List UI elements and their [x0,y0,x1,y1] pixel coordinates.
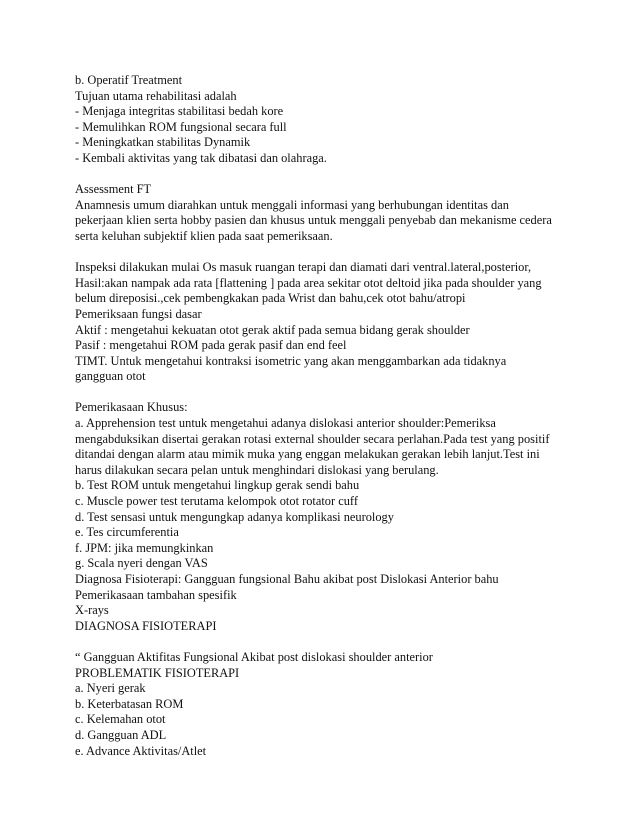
text-line: serta keluhan subjektif klien pada saat pemeriksaan. [75,228,333,243]
text-line: “ Gangguan Aktifitas Fungsional Akibat post dislokasi shoulder anterior [75,649,433,664]
text-line: Diagnosa Fisioterapi: Gangguan fungsional Bahu akibat post Dislokasi Anterior bahu [75,572,499,586]
section-heading: DIAGNOSA FISIOTERAPI [75,618,217,633]
text-line: a. Apprehension test untuk mengetahui adanya dislokasi anterior shoulder:Pemeriksa [75,416,496,431]
text-line: Anamnesis umum diarahkan untuk menggali informasi yang berhubungan identitas dan [75,197,509,212]
text-line: Pemerikasaan tambahan spesifik [75,587,237,602]
text-line: harus dilakukan secara pelan untuk menghindari dislokasi yang berulang. [75,462,439,477]
list-item: c. Kelemahan otot [75,712,166,727]
text-line: Pemeriksaan fungsi dasar [75,306,202,321]
list-item: e. Tes circumferentia [75,525,179,540]
text-line: Aktif : mengetahui kekuatan otot gerak aktif pada semua bidang gerak shoulder [75,322,470,337]
list-item: a. Nyeri gerak [75,681,146,696]
list-item: d. Gangguan ADL [75,727,167,742]
text-line: TIMT. Untuk mengetahui kontraksi isometric yang akan menggambarkan ada tidaknya [75,353,507,368]
text-line: b. Operatif Treatment [75,73,183,87]
list-item: e. Advance Aktivitas/Atlet [75,743,207,758]
section-heading: Pemerikasaan Khusus: [75,400,188,415]
document-page [75,73,565,759]
text-line: Pasif : mengetahui ROM pada gerak pasif dan end feel [75,338,347,353]
section-heading: Assessment FT [75,182,152,197]
list-item: g. Scala nyeri dengan VAS [75,556,208,571]
list-item: b. Keterbatasan ROM [75,696,184,711]
text-line: mengabduksikan disertai gerakan rotasi external shoulder secara perlahan.Pada test yang positif [75,431,550,446]
blank-line [75,245,565,261]
list-item: c. Muscle power test terutama kelompok otot rotator cuff [75,494,358,509]
blank-line [75,385,565,401]
text-line: pekerjaan klien serta hobby pasien dan khusus untuk menggali penyebab dan mekanisme cedera [75,213,552,228]
text-line: Tujuan utama rehabilitasi adalah [75,88,237,103]
section-heading: PROBLEMATIK FISIOTERAPI [75,665,240,680]
blank-line [75,634,565,650]
text-line: - Memulihkan ROM fungsional secara full [75,119,287,134]
text-line: Inspeksi dilakukan mulai Os masuk ruangan terapi dan diamati dari ventral.lateral,posterior, [75,260,532,275]
blank-line [75,167,565,183]
text-line: belum direposisi.,cek pembengkakan pada Wrist dan bahu,cek otot bahu/atropi [75,291,466,306]
list-item: d. Test sensasi untuk mengungkap adanya komplikasi neurology [75,509,394,524]
text-line: - Menjaga integritas stabilitasi bedah kore [75,104,284,119]
text-line: ditandai dengan alarm atau mimik muka yang enggan melakukan gerakan lebih lanjut.Test ini [75,447,540,462]
text-line: gangguan otot [75,369,146,384]
list-item: f. JPM: jika memungkinkan [75,540,214,555]
list-item: b. Test ROM untuk mengetahui lingkup gerak sendi bahu [75,478,360,493]
text-line: - Meningkatkan stabilitas Dynamik [75,135,251,150]
text-line: - Kembali aktivitas yang tak dibatasi dan olahraga. [75,150,327,165]
text-line: X-rays [75,603,109,618]
text-line: Hasil:akan nampak ada rata [flattening ] pada area sekitar otot deltoid jika pada shoulder yang [75,275,542,290]
